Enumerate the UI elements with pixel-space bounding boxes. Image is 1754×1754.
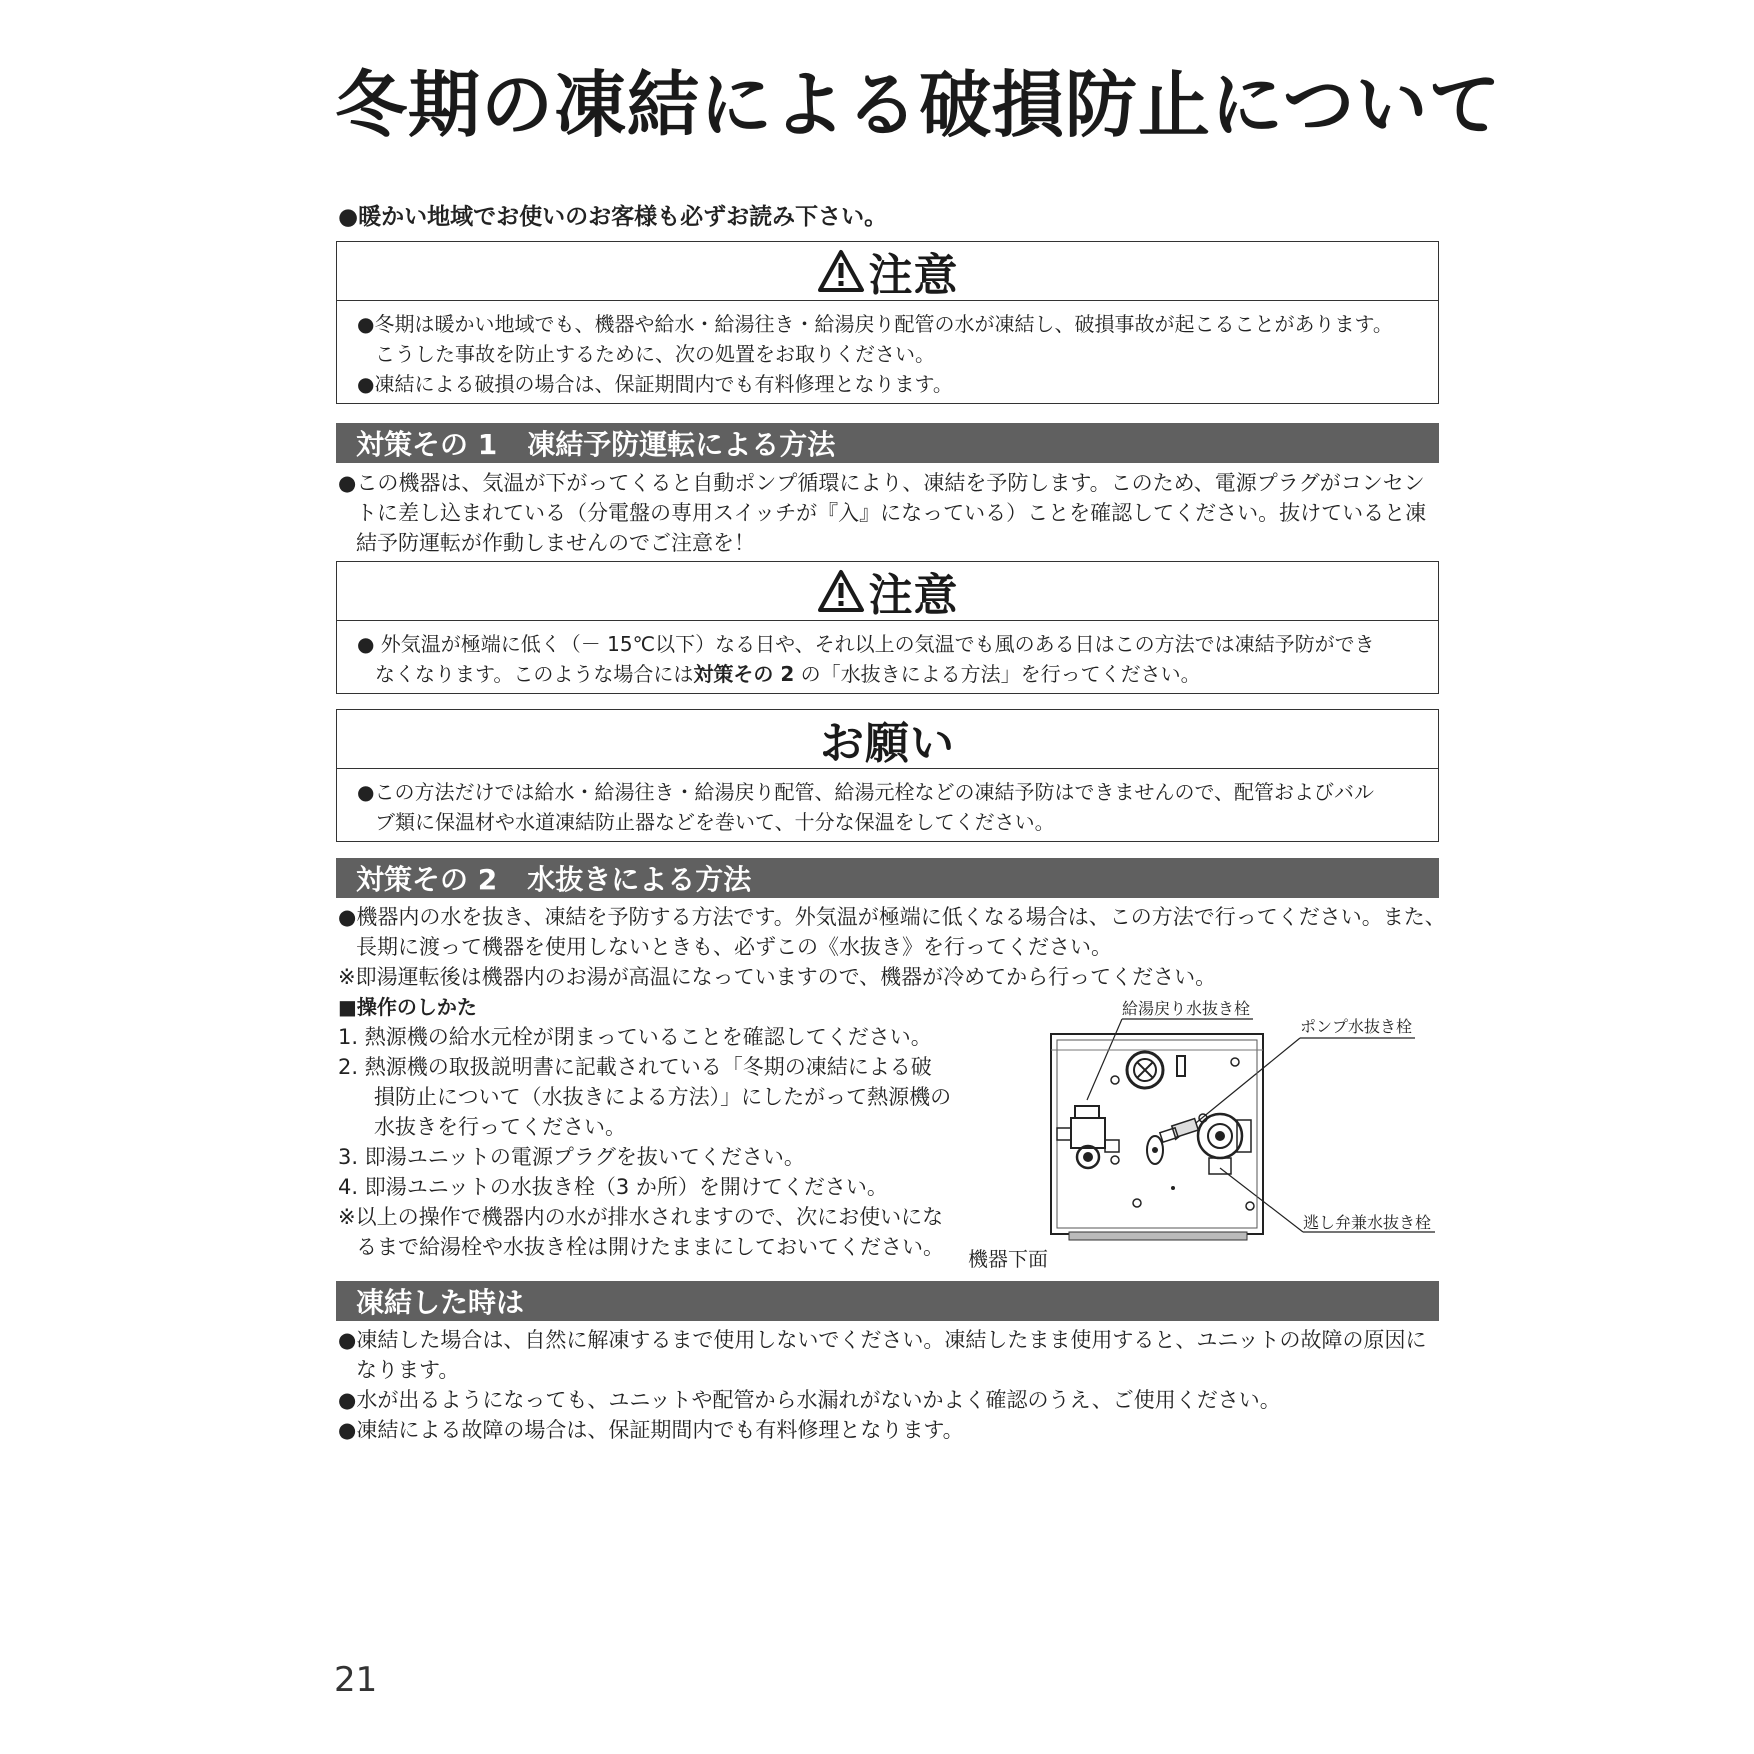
procedure-step-1: 1. 熱源機の給水元栓が閉まっていることを確認してください。 [338, 1025, 932, 1049]
section2-line-2: 長期に渡って機器を使用しないときも、必ずこの《水抜き》を行ってください。 [356, 935, 1112, 959]
caution-header-2 [337, 562, 1438, 621]
section1-line-2: トに差し込まれている（分電盤の専用スイッチが『入』になっている）ことを確認してください。抜けていると凍 [356, 501, 1427, 525]
caution-heading-1: 注意 [868, 250, 959, 301]
caution2-line-2 [357, 659, 1418, 689]
procedure-step-2: 2. 熱源機の取扱説明書に記載されている「冬期の凍結による破 [338, 1055, 932, 1079]
warning-triangle-icon [817, 249, 865, 293]
section3-band [336, 1281, 1439, 1321]
request-line-2: ブ類に保温材や水道凍結防止器などを巻いて、十分な保温をしてください。 [375, 810, 1055, 834]
procedure-note-cont: るまで給湯栓や水抜き栓は開けたままにしておいてください。 [356, 1235, 944, 1259]
unit-bottom-diagram [1045, 1010, 1435, 1250]
section2-band [336, 858, 1439, 898]
procedure-block [338, 992, 951, 1262]
page-number: 21 [334, 1660, 378, 1700]
section1-number: 対策その 1 [356, 428, 498, 461]
caution1-line-3: ●凍結による破損の場合は、保証期間内でも有料修理となります。 [357, 372, 953, 396]
caution-heading-2: 注意 [868, 570, 959, 621]
procedure-note: ※以上の操作で機器内の水が排水されますので、次にお使いにな [338, 1205, 944, 1229]
caution2-line-1: ● 外気温が極端に低く（－ 15℃以下）なる日や、それ以上の気温でも風のある日はこの方法では凍結予防ができ [357, 632, 1375, 656]
section2-text [338, 902, 1446, 992]
caution2-line-2-bold: 対策その 2 [693, 662, 795, 686]
section3-line-1: ●凍結した場合は、自然に解凍するまで使用しないでください。凍結したまま使用すると、ユニットの故障の原因に [338, 1328, 1427, 1352]
section1-line-1: ●この機器は、気温が下がってくると自動ポンプ循環により、凍結を予防します。このため、電源プラグがコンセン [338, 471, 1425, 495]
request-line-1: ●この方法だけでは給水・給湯往き・給湯戻り配管、給湯元栓などの凍結予防はできませんので、配管およびバル [357, 780, 1375, 804]
section1-band [336, 423, 1439, 463]
page-title: 冬期の凍結による破損防止について [335, 63, 1502, 147]
section1-text [338, 468, 1426, 558]
procedure-step-4: 4. 即湯ユニットの水抜き栓（3 か所）を開けてください。 [338, 1175, 888, 1199]
caution-body-1 [337, 301, 1438, 405]
caution-body-2 [337, 621, 1438, 695]
request-heading: お願い [820, 718, 955, 769]
procedure-step-3: 3. 即湯ユニットの電源プラグを抜いてください。 [338, 1145, 805, 1169]
procedure-step-2-cont-2: 水抜きを行ってください。 [374, 1115, 626, 1139]
label-pump-drain: ポンプ水抜き栓 [1300, 1017, 1413, 1036]
request-box [336, 709, 1439, 842]
caution-header-1 [337, 242, 1438, 301]
warning-triangle-icon [817, 569, 865, 613]
procedure-step-2-cont-1: 損防止について（水抜きによる方法）」にしたがって熱源機の [374, 1085, 952, 1109]
section3-title: 凍結した時は [356, 1286, 525, 1319]
section2-title: 水抜きによる方法 [527, 863, 752, 896]
section3-line-2: なります。 [356, 1358, 460, 1382]
section2-number: 対策その 2 [356, 863, 498, 896]
caution2-line-2-post: の「水抜きによる方法」を行ってください。 [794, 662, 1201, 686]
caution1-line-2: こうした事故を防止するために、次の処置をお取りください。 [375, 342, 935, 366]
section3-line-4: ●凍結による故障の場合は、保証期間内でも有料修理となります。 [338, 1418, 964, 1442]
request-body [337, 769, 1438, 843]
label-relief-drain: 逃し弁兼水抜き栓 [1303, 1213, 1432, 1232]
section2-line-1: ●機器内の水を抜き、凍結を予防する方法です。外気温が極端に低くなる場合は、この方法で行ってください。また、 [338, 905, 1446, 929]
label-return-drain: 給湯戻り水抜き栓 [1122, 999, 1251, 1018]
request-header [337, 710, 1438, 769]
caution-box-2 [336, 561, 1439, 694]
section3-text [338, 1325, 1426, 1445]
caution1-line-1: ●冬期は暖かい地域でも、機器や給水・給湯往き・給湯戻り配管の水が凍結し、破損事故が起こることがあります。 [357, 312, 1393, 336]
section2-line-3: ※即湯運転後は機器内のお湯が高温になっていますので、機器が冷めてから行ってください。 [338, 965, 1217, 989]
procedure-heading: ■操作のしかた [338, 995, 477, 1019]
section1-line-3: 結予防運転が作動しませんのでご注意を！ [356, 531, 755, 555]
section1-title: 凍結予防運転による方法 [527, 428, 836, 461]
diagram-caption: 機器下面 [968, 1247, 1048, 1271]
section3-line-3: ●水が出るようになっても、ユニットや配管から水漏れがないかよく確認のうえ、ご使用ください。 [338, 1388, 1281, 1412]
intro-note: ●暖かい地域でお使いのお客様も必ずお読み下さい。 [338, 204, 888, 230]
caution-box-1 [336, 241, 1439, 404]
caution2-line-2-pre: なくなります。このような場合には [375, 662, 694, 686]
